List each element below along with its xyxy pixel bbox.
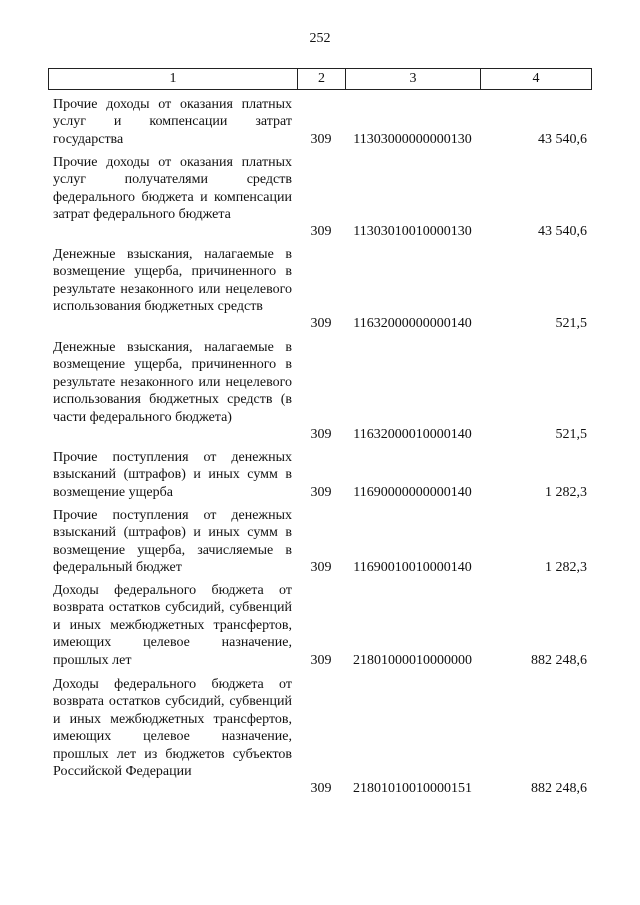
- column-header-2: 2: [298, 69, 346, 90]
- row-admin-code: 309: [310, 224, 332, 239]
- row-name: Прочие доходы от оказания платных услуг получателями средств федерального бюджета и компенсации затрат федерального бюджета: [53, 155, 292, 223]
- row-amount: 521,5: [555, 427, 587, 442]
- column-header-row: [49, 69, 592, 90]
- row-name: Денежные взыскания, налагаемые в возмещение ущерба, причиненного в результате незаконного или нецелевого использования бюджетных средств: [53, 247, 292, 315]
- row-name: Прочие поступления от денежных взысканий (штрафов) и иных сумм в возмещение ущерба, зачисляемые в федеральный бюджет: [53, 508, 292, 576]
- row-amount: 1 282,3: [545, 485, 587, 500]
- row-admin-code: 309: [310, 560, 332, 575]
- row-admin-code: 309: [310, 781, 332, 796]
- row-amount: 43 540,6: [538, 132, 587, 147]
- row-budget-code: 11632000010000140: [353, 427, 472, 442]
- row-budget-code: 11690010010000140: [353, 560, 472, 575]
- row-admin-code: 309: [310, 485, 332, 500]
- row-name: Прочие поступления от денежных взысканий (штрафов) и иных сумм в возмещение ущерба: [53, 450, 292, 500]
- row-admin-code: 309: [310, 316, 332, 331]
- row-amount: 521,5: [555, 316, 587, 331]
- column-header-1: 1: [49, 69, 298, 90]
- row-name: Доходы федерального бюджета от возврата остатков субсидий, субвенций и иных межбюджетных трансфертов, имеющих целевое назначение, прошлых лет: [53, 583, 292, 668]
- column-header-table: [48, 68, 592, 90]
- row-name: Прочие доходы от оказания платных услуг и компенсации затрат государства: [53, 97, 292, 147]
- row-admin-code: 309: [310, 427, 332, 442]
- row-amount: 1 282,3: [545, 560, 587, 575]
- row-budget-code: 21801000010000000: [353, 653, 472, 668]
- row-admin-code: 309: [310, 653, 332, 668]
- row-budget-code: 11303010010000130: [353, 224, 472, 239]
- row-name: Доходы федерального бюджета от возврата остатков субсидий, субвенций и иных межбюджетных трансфертов, имеющих целевое назначение, прошлых лет из бюджетов субъектов Российской Федерации: [53, 677, 292, 780]
- row-admin-code: 309: [310, 132, 332, 147]
- column-header-4: 4: [481, 69, 592, 90]
- row-budget-code: 11632000000000140: [353, 316, 472, 331]
- row-budget-code: 11303000000000130: [353, 132, 472, 147]
- page-number: 252: [309, 31, 331, 46]
- row-budget-code: 21801010010000151: [353, 781, 472, 796]
- row-amount: 882 248,6: [531, 781, 587, 796]
- column-header-3: 3: [346, 69, 481, 90]
- row-amount: 882 248,6: [531, 653, 587, 668]
- row-amount: 43 540,6: [538, 224, 587, 239]
- row-name: Денежные взыскания, налагаемые в возмещение ущерба, причиненного в результате незаконного или нецелевого использования бюджетных средств (в части федерального бюджета): [53, 340, 292, 425]
- row-budget-code: 11690000000000140: [353, 485, 472, 500]
